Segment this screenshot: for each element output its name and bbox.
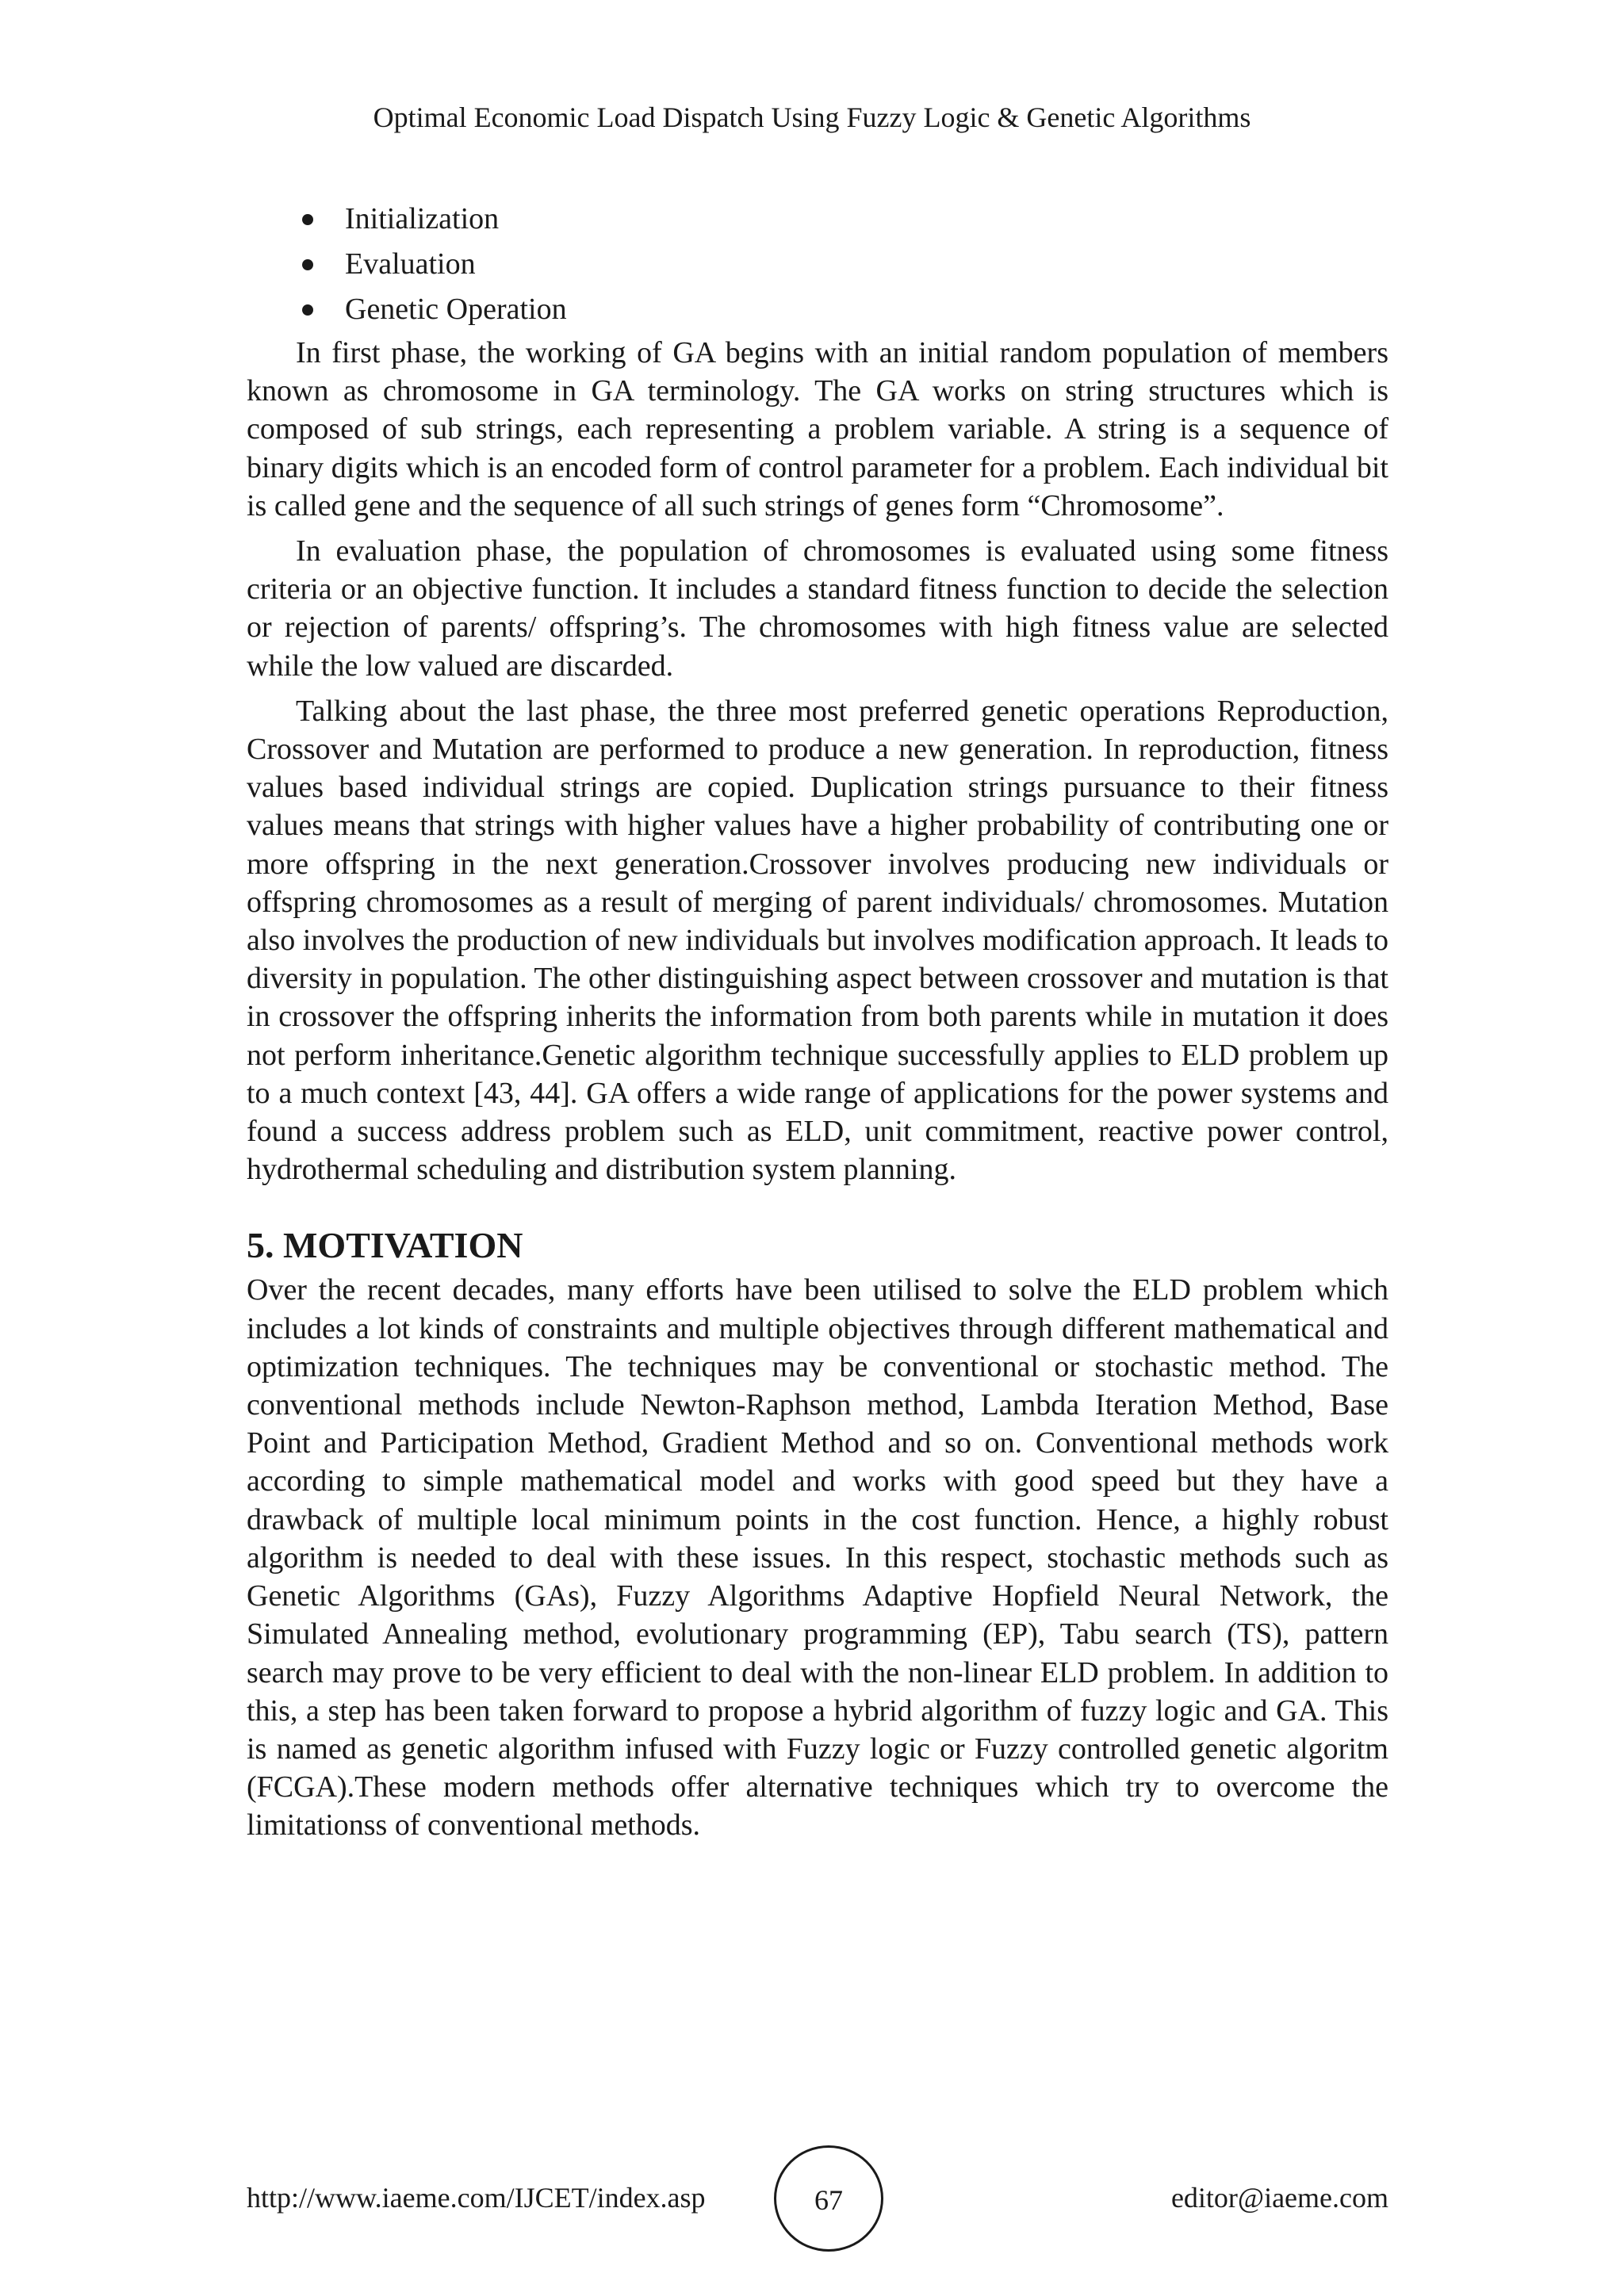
paragraph-last-phase: Talking about the last phase, the three most preferred genetic operations Reproduction, Crossover and Mutation are performed to produce a new generation. In reproduction, fitness values based individual strings are copied. Duplication strings pursuance to their fitness values means that strings with higher values have a higher probability of contributing one or more offspring in the next generation.Crossover involves producing new individuals or offspring chromosomes as a result of merging of parent individuals/ chromosomes. Mutation also involves the production of new individuals but involves modification approach. It leads to diversity in population. The other distinguishing aspect between crossover and mutation is that in crossover the offspring inherits the information from both parents while in mutation it does not perform inheritance.Genetic algorithm technique successfully applies to ELD problem up to a much context [43, 44]. GA offers a wide range of applications for the power systems and found a success address problem such as ELD, unit commitment, reactive power control, hydrothermal scheduling and distribution system planning. xyxy=(247,694,1388,1187)
page-number-circle xyxy=(774,2145,883,2252)
section-heading: 5. MOTIVATION xyxy=(247,1225,523,1266)
list-item xyxy=(247,287,1388,332)
running-header: Optimal Economic Load Dispatch Using Fuzzy Logic & Genetic Algorithms xyxy=(373,101,1251,133)
section-paragraph: Over the recent decades, many efforts have been utilised to solve the ELD problem which includes a lot kinds of constraints and multiple objectives through different mathematical and optimization techniques. The techniques may be conventional or stochastic method. The conventional methods include Newton-Raphson method, Lambda Iteration Method, Base Point and Participation Method, Gradient Method and so on. Conventional methods work according to simple mathematical model and works with good speed but they have a drawback of multiple local minimum points in the cost function. Hence, a highly robust algorithm is needed to deal with these issues. In this respect, stochastic methods such as Genetic Algorithms (GAs), Fuzzy Algorithms Adaptive Hopfield Neural Network, the Simulated Annealing method, evolutionary programming (EP), Tabu search (TS), pattern search may prove to be very efficient to deal with the non-linear ELD problem. In addition to this, a step has been taken forward to propose a hybrid algorithm of fuzzy logic and GA. This is named as genetic algorithm infused with Fuzzy logic or Fuzzy controlled genetic algoritm (FCGA).These modern methods offer alternative techniques which try to overcome the limitationss of conventional methods. xyxy=(247,1273,1388,1843)
phase-bullet-list xyxy=(247,197,1388,332)
footer-email-link[interactable]: editor@iaeme.com xyxy=(1170,2182,1388,2214)
page-footer xyxy=(247,2145,1388,2248)
main-content xyxy=(247,197,1388,1845)
list-item-text: Evaluation xyxy=(345,247,476,281)
bullet-icon xyxy=(302,304,313,316)
list-item-text: Initialization xyxy=(345,202,500,235)
bullet-icon xyxy=(302,259,313,270)
paragraph-first-phase: In first phase, the working of GA begins with an initial random population of members known as chromosome in GA terminology. The GA works on string structures which is composed of sub strings, each representing a problem variable. A string is a sequence of binary digits which is an encoded form of control parameter for a problem. Each individual bit is called gene and the sequence of all such strings of genes form “Chromosome”. xyxy=(247,336,1388,522)
footer-url-link[interactable]: http://www.iaeme.com/IJCET/index.asp xyxy=(247,2182,706,2214)
page-number: 67 xyxy=(814,2184,843,2216)
paragraph-evaluation-phase: In evaluation phase, the population of chromosomes is evaluated using some fitness criteria or an objective function. It includes a standard fitness function to decide the selection or rejection of parents/ offspring’s. The chromosomes with high fitness value are selected while the low valued are discarded. xyxy=(247,534,1388,683)
list-item xyxy=(247,197,1388,242)
list-item xyxy=(247,242,1388,287)
list-item-text: Genetic Operation xyxy=(345,293,567,326)
bullet-icon xyxy=(302,214,313,225)
